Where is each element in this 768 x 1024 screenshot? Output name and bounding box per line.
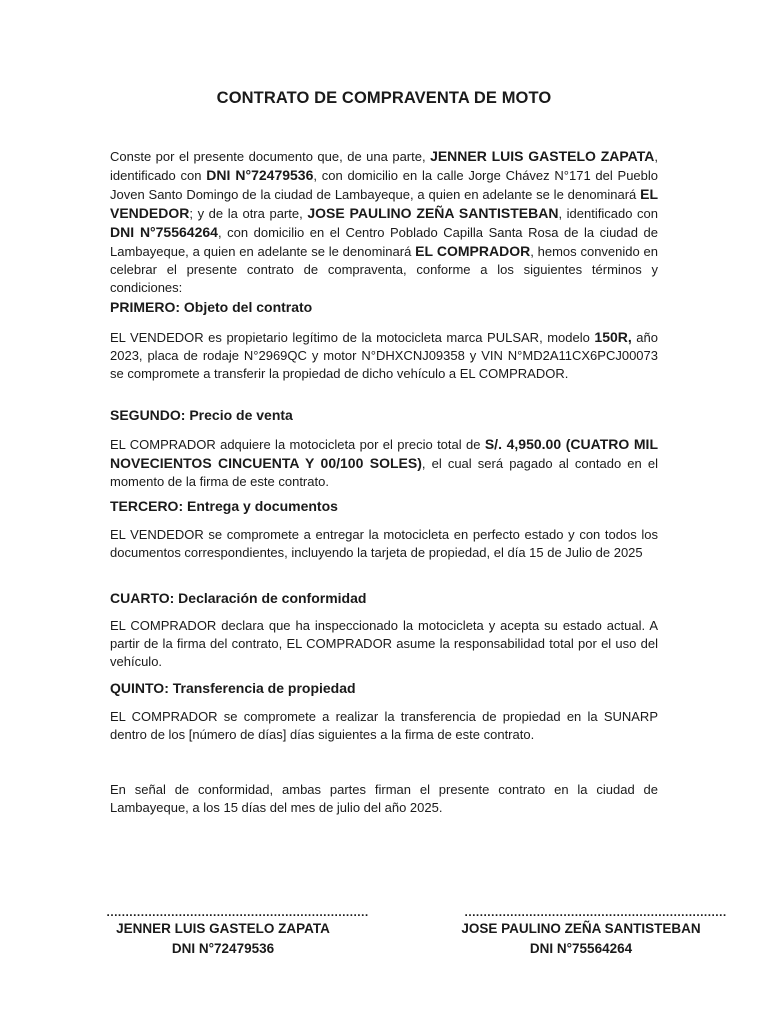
closing-paragraph: En señal de conformidad, ambas partes firman el presente contrato en la ciudad de Lambayeque, a los 15 días del mes de julio del año 2025. [110,782,658,815]
clause-primero-heading: PRIMERO: Objeto del contrato [110,299,313,315]
clause-segundo-text [110,435,658,491]
seller-role: EL VENDEDOR [110,186,658,221]
clause-text: , el cual será pagado al contado en el momento de la firma de este contrato. [110,456,658,489]
clause-quinto-heading: QUINTO: Transferencia de propiedad [110,680,356,696]
clause-segundo-heading: SEGUNDO: Precio de venta [110,407,293,423]
buyer-name: JOSE PAULINO ZEÑA SANTISTEBAN [307,205,559,221]
clause-cuarto-text: EL COMPRADOR declara que ha inspeccionado la motocicleta y acepta su estado actual. A partir de la firma del contrato, EL COMPRADOR asume la responsabilidad total por el uso del vehículo. [110,618,658,669]
clause-text: EL COMPRADOR adquiere la motocicleta por el precio total de [110,437,485,452]
clause-tercero-heading: TERCERO: Entrega y documentos [110,498,338,514]
clause-primero-text [110,328,658,383]
intro-text: , hemos convenido en celebrar el presente contrato de compraventa, conforme a los siguientes términos y condiciones: [110,244,659,295]
buyer-signature-name: JOSE PAULINO ZEÑA SANTISTEBAN [461,921,701,936]
intro-paragraph [110,147,658,297]
intro-text: , con domicilio en el Centro Poblado Capilla Santa Rosa de la ciudad de Lambayeque, a quien en adelante se le denominará [110,225,658,259]
clause-text: EL VENDEDOR es propietario legítimo de la motocicleta marca PULSAR, modelo [110,330,595,345]
buyer-dni: DNI N°75564264 [110,224,218,240]
clause-quinto-text: EL COMPRADOR se compromete a realizar la transferencia de propiedad en la SUNARP dentro de los [número de días] días siguientes a la firma de este contrato. [110,709,658,742]
intro-text: ; y de la otra parte, [189,206,308,221]
clause-text: año 2023, placa de rodaje N°2969QC y motor N°DHXCNJ09358 y VIN N°MD2A11CX6PCJ00073 se compromete a transferir la propiedad de dicho vehículo a EL COMPRADOR. [110,330,658,381]
seller-signature-dni: DNI N°72479536 [171,941,275,956]
intro-text: , con domicilio en la calle Jorge Chávez N°171 del Pueblo Joven Santo Domingo de la ciudad de Lambayeque, a quien en adelante se le denominará [110,168,659,202]
intro-text: , identificado con [558,206,658,221]
clause-tercero-text: EL VENDEDOR se compromete a entregar la motocicleta en perfecto estado y con todos los documentos correspondientes, incluyendo la tarjeta de propiedad, el día 15 de Julio de 2025 [110,527,658,560]
signature-line-right: …………………………………………………………… [464,905,727,919]
buyer-signature-dni: DNI N°75564264 [529,941,633,956]
seller-name: JENNER LUIS GASTELO ZAPATA [430,148,655,164]
signature-line-left: …………………………………………………………… [106,905,369,919]
intro-text: Conste por el presente documento que, de una parte, [110,149,431,164]
clause-cuarto-heading: CUARTO: Declaración de conformidad [110,590,367,606]
sale-price: S/. 4,950.00 (CUATRO MIL NOVECIENTOS CINCUENTA Y 00/100 SOLES) [110,436,658,471]
buyer-role: EL COMPRADOR [415,243,531,259]
seller-dni: DNI N°72479536 [206,167,314,183]
seller-signature-name: JENNER LUIS GASTELO ZAPATA [116,921,330,936]
intro-text: , identificado con [110,149,658,183]
document-title: CONTRATO DE COMPRAVENTA DE MOTO [216,89,552,107]
motorcycle-model: 150R, [594,329,632,345]
